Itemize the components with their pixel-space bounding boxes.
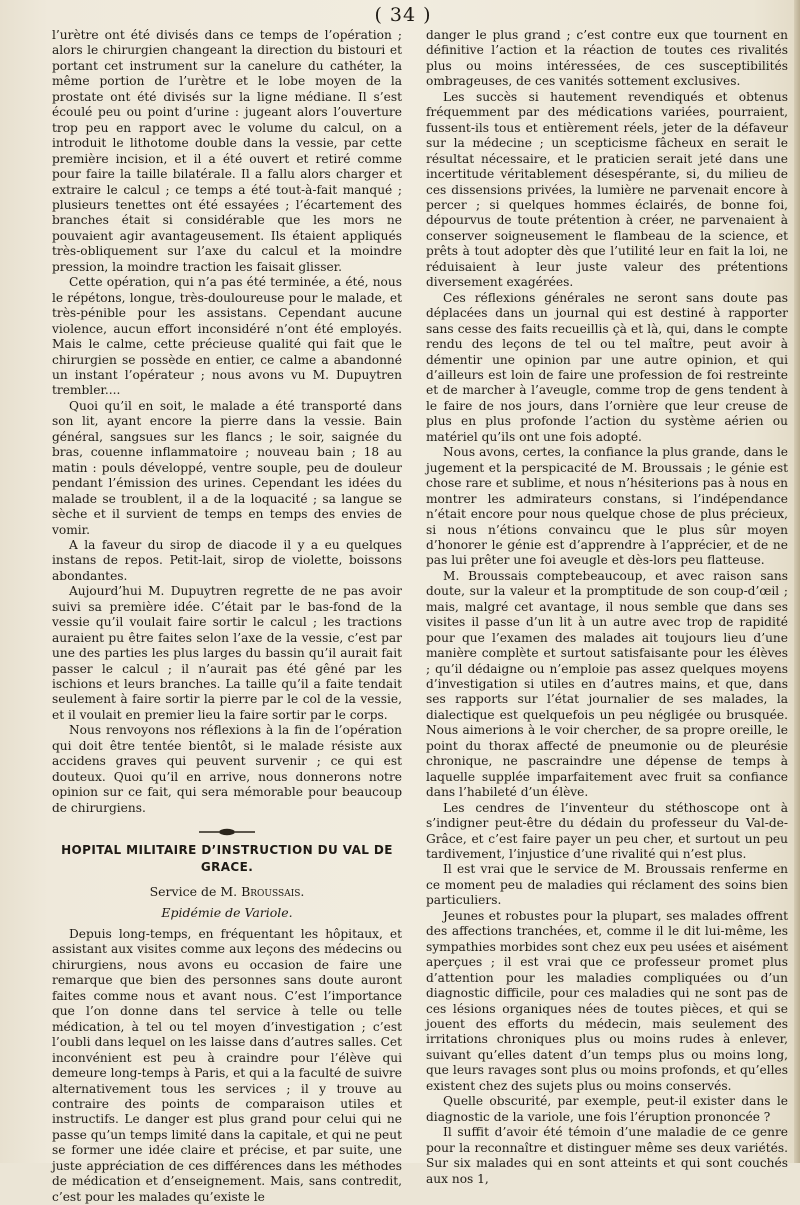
left-column <box>52 28 402 1205</box>
service-prefix: Service de M. <box>149 884 238 900</box>
paragraph: Aujourd’hui M. Dupuytren regrette de ne pas avoir suivi sa première idée. C’était par le bas-fond de la vessie qu’il voulait faire sortir le calcul ; les tractions auraient pu être faites selon l’axe de la vessie, c’est par une des parties les plus larges du bassin qu’il aurait fait passer le calcul ; il n’aurait pas été gêné par les ischions et leurs branches. La taille qu’il a faite tendait seulement à faire sortir la pierre par le col de la vessie, et il voulait en premier lieu la faire sortir par le corps. <box>52 584 402 722</box>
paragraph: l’urètre ont été divisés dans ce temps de l’opération ; alors le chirurgien changeant la direction du bistouri et portant cet instrument sur la canelure du cathéter, la même portion de l’urètre et le lobe moyen de la prostate ont été divisés sur la ligne médiane. Il s’est écoulé peu ou point d’urine : jugeant alors l’ouverture trop peu en rapport avec le volume du calcul, on a introduit le lithotome double dans la vessie, par cette première incision, et il a été ouvert et retiré comme pour faire la taille bilatérale. Il a fallu alors charger et extraire le calcul ; ce temps a été tout-à-fait manqué ; plusieurs tenettes ont été essayées ; l’écartement des branches était si considérable que les mors ne pouvaient agir avantageusement. Ils étaient appliqués très-obliquement sur l’axe du calcul et la moindre pression, la moindre traction les faisait glisser. <box>52 28 402 274</box>
paragraph: Quelle obscurité, par exemple, peut-il exister dans le diagnostic de la variole, une fois l’éruption prononcée ? <box>426 1094 788 1124</box>
paragraph: Nous avons, certes, la confiance la plus grande, dans le jugement et la perspicacité de M. Broussais ; le génie est chose rare et sublime, et nous n’hésiterions pas à nous en montrer les admirateurs constans, si l’indépendance n’était encore pour nous quelque chose de plus précieux, si nous n’étions convaincu que le plus sûr moyen d’honorer le génie est d’apprendre à l’apprécier, et de ne pas lui prêter une foi aveugle et dès-lors peu flatteuse. <box>426 445 788 568</box>
page-spine-edge <box>794 0 800 1163</box>
paragraph: Ces réflexions générales ne seront sans doute pas déplacées dans un journal qui est destiné à rapporter sans cesse des faits recueillis çà et là, qui, dans le compte rendu des leçons de tel ou tel maître, peut avoir à démentir une opinion par une autre opinion, et qui d’ailleurs est loin de faire une profession de foi restreinte et de marcher à l’aveugle, comme trop de gens tendent à le faire de nos jours, dans l’ornière que leur creuse de plus en plus profonde l’action du système aérien ou matériel qu’ils ont une fois adopté. <box>426 290 788 444</box>
paragraph: A la faveur du sirop de diacode il y a eu quelques instans de repos. Petit-lait, sirop de violette, boissons abondantes. <box>52 537 402 583</box>
paragraph: Quoi qu’il en soit, le malade a été transporté dans son lit, ayant encore la pierre dans la vessie. Bain général, sangsues sur les flancs ; le soir, saignée du bras, couenne inflammatoire ; nouveau bain ; 18 au matin : pouls développé, ventre souple, peu de douleur pendant l’émission des urines. Cependant les idées du malade se troublent, il a de la loquacité ; sa langue se sèche et il survient de temps en temps des envies de vomir. <box>52 398 402 537</box>
paragraph: Cette opération, qui n’a pas été terminée, a été, nous le répétons, longue, très-douloureuse pour le malade, et très-pénible pour les assistans. Cependant aucune violence, aucun effort inconsidéré n’ont été employés. Mais le calme, cette précieuse qualité qui fait que le chirurgien se possède en entier, ce calme a abandonné un instant l’opérateur ; nous avons vu M. Dupuytren trembler.... <box>52 275 402 398</box>
paragraph: Jeunes et robustes pour la plupart, ses malades offrent des affections tranchées, et, comme il le dit lui-même, les sympathies morbides sont chez eux peu usées et aisément aperçues ; il est vrai que ce professeur promet plus d’attention pour les maladies compliquées ou d’un diagnostic difficile, pour ces maladies qui ne sont pas de ces lésions organiques nées de toutes pièces, et qui se jouent des efforts du médecin, mais seulement des irritations chroniques plus ou moins rudes à enlever, suivant qu’elles datent d’un temps plus ou moins long, que leurs ravages sont plus ou moins profonds, et qu’elles existent chez des sujets plus ou moins conservés. <box>426 908 788 1093</box>
service-name: Broussais. <box>241 884 305 900</box>
paragraph: Depuis long-temps, en fréquentant les hôpitaux, et assistant aux visites comme aux leçons des médecins ou chirurgiens, nous avons eu occasion de faire une remarque que bien des personnes sans doute auront faites comme nous et avant nous. C’est l’importance que l’on donne dans tel service à telle ou telle médication, à tel ou tel moyen d’investigation ; c’est l’oubli dans lequel on les laisse dans d’autres salles. Cet inconvénient est peu à craindre pour l’élève qui demeure long-temps à Paris, et qui a la faculté de suivre alternativement tous les services ; il y trouve au contraire des points de comparaison utiles et instructifs. Le danger est plus grand pour celui qui ne passe qu’un temps limité dans la capitale, et qui ne peut se former une idée claire et précise, et par suite, une juste appréciation de ces différences dans les méthodes de médication et d’enseignement. Mais, sans contredit, c’est pour les malades qu’existe le <box>52 927 402 1204</box>
page-number: ( 34 ) <box>374 4 432 26</box>
paragraph: Les succès si hautement revendiqués et obtenus fréquemment par des médications variées, pourraient, fussent-ils tous et entièrement réels, jeter de la défaveur sur la médecine ; un scepticisme fâcheux en serait le résultat nécessaire, et le praticien serait jeté dans une incertitude véritablement désespérante, si, du milieu de ces dissensions privées, la lumière ne parvenait encore à percer ; si quelques hommes éclairés, de bonne foi, dépourvus de toute prétention à créer, ne parvenaient à conserver soigneusement le flambeau de la science, et prêts à tout adopter dès que l’utilité leur en fait la loi, ne réduisaient à leur juste valeur des prétentions diversement exagérées. <box>426 89 788 290</box>
paragraph: danger le plus grand ; c’est contre eux que tournent en définitive l’action et la réaction de toutes ces rivalités plus ou moins intéressées, de ces susceptibilités ombrageuses, de ces vanités sottement exclusives. <box>426 28 788 89</box>
section-divider-ornament <box>197 828 257 836</box>
subject-line: Epidémie de Variole. <box>161 904 293 920</box>
service-line <box>52 884 402 899</box>
paragraph: Les cendres de l’inventeur du stéthoscope ont à s’indigner peut-être du dédain du professeur du Val-de-Grâce, et c’est faire payer un peu cher, et surtout un peu tardivement, l’injustice d’une rivalité qui n’est plus. <box>426 800 788 862</box>
right-column <box>426 28 788 1187</box>
paragraph: Il suffit d’avoir été témoin d’une maladie de ce genre pour la reconnaître et distinguer même ses deux variétés. Sur six malades qui en sont atteints et qui sont couchés aux nos 1, <box>426 1125 788 1186</box>
paragraph: M. Broussais comptebeaucoup, et avec raison sans doute, sur la valeur et la promptitude de son coup-d’œil ; mais, malgré cet avantage, il nous semble que dans ses visites il passe d’un lit à un autre avec trop de rapidité pour que l’examen des malades ait toujours lieu d’une manière complète et surtout satisfaisante pour les élèves ; qu’il dédaigne ou n’emploie pas assez quelques moyens d’investigation si utiles en d’autres mains, et que, dans ses rapports sur l’état journalier de ses malades, la dialectique est quelquefois un peu négligée ou brusquée. Nous aimerions à le voir chercher, de sa propre oreille, le point du thorax affecté de pneumonie ou de pleurésie chronique, ne pascraindre une dépense de temps à laquelle supplée imparfaitement avec fruit sa confiance dans l’habileté d’un élève. <box>426 568 788 800</box>
section-heading: HOPITAL MILITAIRE D’INSTRUCTION DU VAL DE GRACE. <box>61 843 393 875</box>
paragraph: Nous renvoyons nos réflexions à la fin de l’opération qui doit être tentée bientôt, si le malade résiste aux accidens graves qui peuvent survenir ; ce qui est douteux. Quoi qu’il en arrive, nous donnerons notre opinion sur ce fait, qui sera mémorable pour beaucoup de chirurgiens. <box>52 723 402 815</box>
paragraph: Il est vrai que le service de M. Broussais renferme en ce moment peu de maladies qui réclament des soins bien particuliers. <box>426 862 788 908</box>
